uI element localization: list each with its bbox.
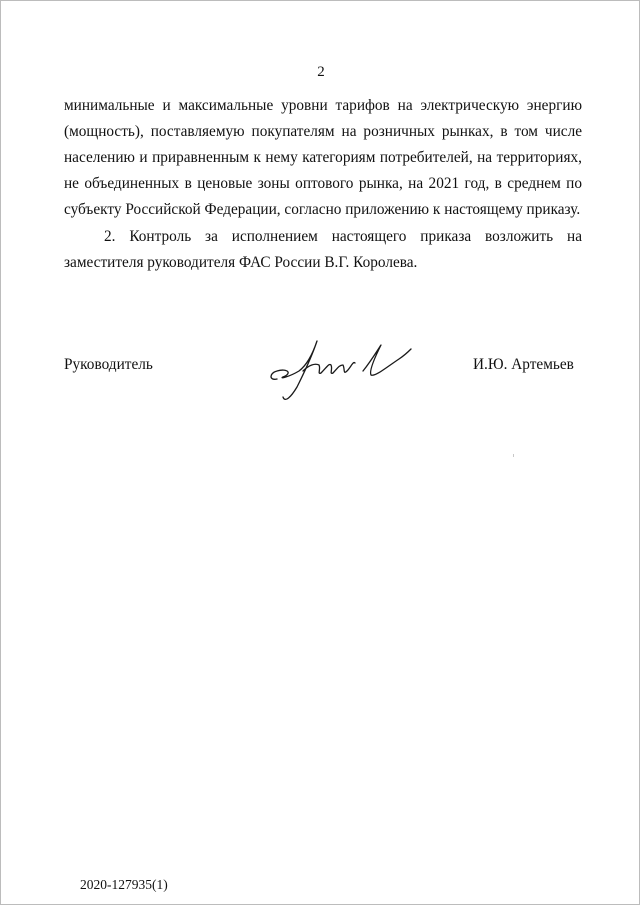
handwritten-signature bbox=[263, 331, 413, 406]
document-id: 2020-127935(1) bbox=[80, 877, 168, 892]
paragraph-control bbox=[64, 224, 582, 276]
paragraph-tariffs bbox=[64, 93, 582, 223]
paragraph-line: (мощность), поставляемую покупателям на розничных рынках, в том числе bbox=[64, 123, 582, 141]
page-number: 2 bbox=[317, 64, 325, 80]
paragraph-line: заместителя руководителя ФАС России В.Г. Королева. bbox=[64, 254, 418, 272]
paragraph-line: не объединенных в ценовые зоны оптового рынка, на 2021 год, в среднем по bbox=[64, 175, 582, 193]
signatory-title: Руководитель bbox=[64, 356, 153, 373]
paragraph-line: населению и приравненным к нему категориям потребителей, на территориях, bbox=[64, 149, 582, 167]
paragraph-line: субъекту Российской Федерации, согласно приложению к настоящему приказу. bbox=[64, 201, 581, 219]
paragraph-line: минимальные и максимальные уровни тарифов на электрическую энергию bbox=[64, 97, 582, 114]
scan-speck bbox=[513, 454, 514, 457]
signatory-name: И.Ю. Артемьев bbox=[473, 356, 574, 373]
paragraph-line: 2. Контроль за исполнением настоящего приказа возложить на bbox=[104, 228, 582, 245]
